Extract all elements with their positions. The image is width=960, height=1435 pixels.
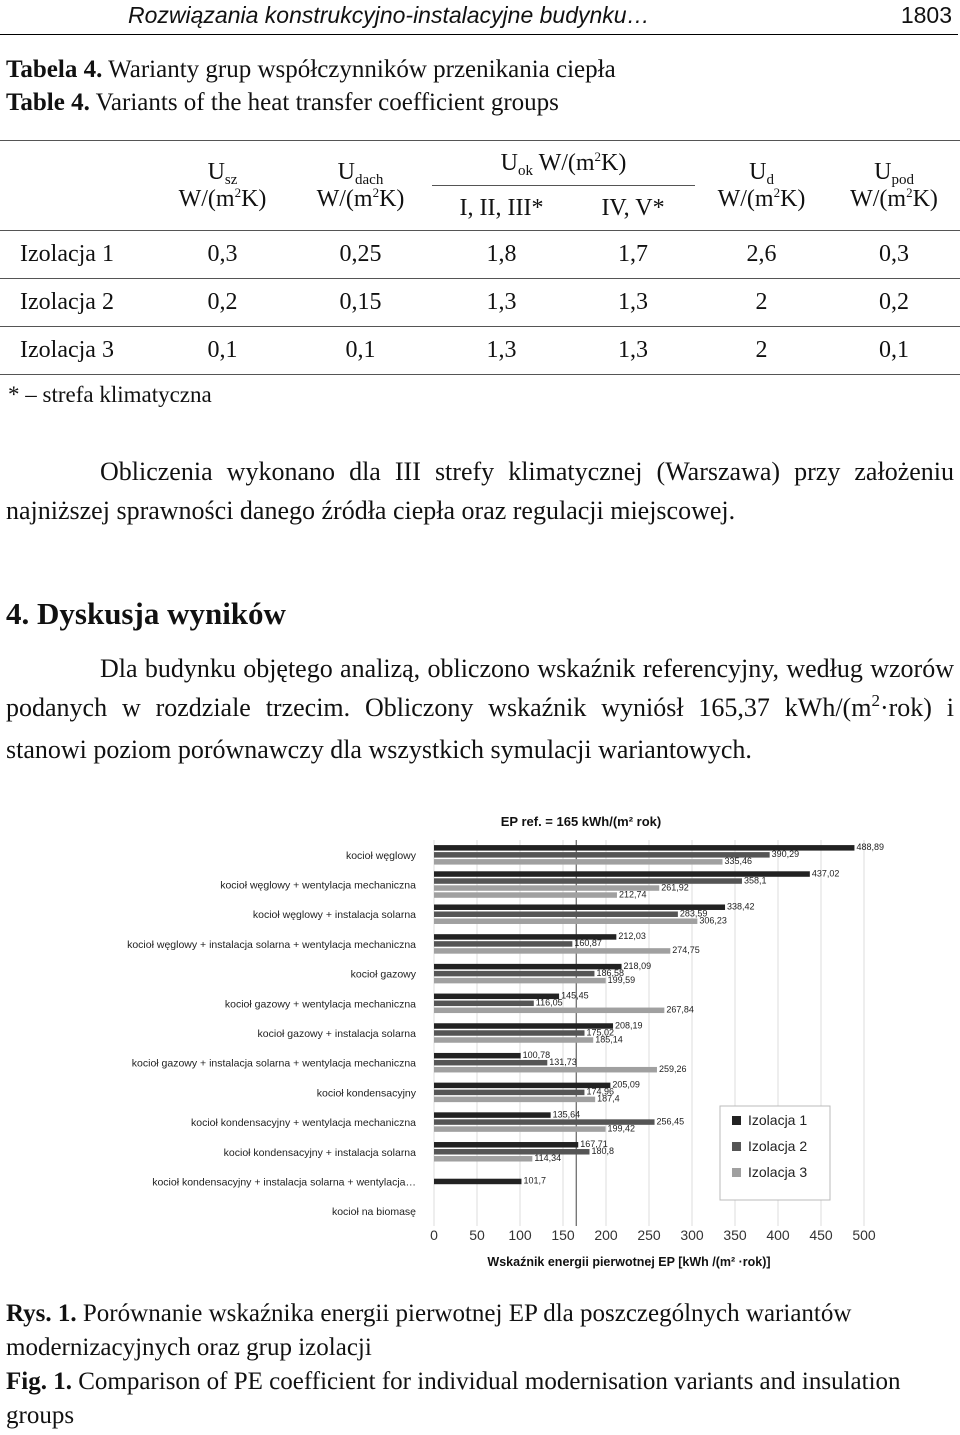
chart-bar-value-label: 390,29 xyxy=(771,849,800,860)
table-caption-pl xyxy=(6,56,616,84)
figure-caption-en: Fig. 1. Comparison of PE coefficient for individual modernisation variants and insulation groups xyxy=(6,1368,901,1429)
chart-bar-value-label: 306,23 xyxy=(699,915,727,926)
figure-caption-pl: Rys. 1. Porównanie wskaźnika energii pierwotnej EP dla poszczególnych wariantów modernizacyjnych oraz grup izolacji xyxy=(6,1300,852,1361)
header-uok: $U_{ok}$ $W/(m^2K)$ xyxy=(432,141,695,186)
chart-x-tick-label: 500 xyxy=(852,1227,876,1243)
chart-x-tick-label: 300 xyxy=(680,1227,704,1243)
chart-bar xyxy=(434,1179,521,1185)
table-row: Izolacja 3 0,1 0,1 1,3 1,3 2 0,1 xyxy=(0,327,960,375)
chart-category-label: kocioł gazowy + wentylacja mechaniczna xyxy=(224,998,416,1011)
chart-bar xyxy=(434,1126,606,1132)
chart-bar-value-label: 274,75 xyxy=(672,945,700,956)
chart-x-axis-label: Wskaźnik energii pierwotnej EP [kWh /(m² ·rok)] xyxy=(487,1255,771,1269)
chart-bar-value-label: 131,73 xyxy=(549,1056,577,1067)
chart-bar-value-label: 256,45 xyxy=(656,1116,685,1127)
chart-bar-value-label: 283,59 xyxy=(679,908,708,919)
chart-bar xyxy=(434,1083,610,1089)
chart-bar-value-label: 199,42 xyxy=(607,1123,636,1134)
chart-bar-value-label: 212,03 xyxy=(618,931,646,942)
chart-bar-value-label: 145,45 xyxy=(561,990,589,1001)
chart-bar-value-label: 212,74 xyxy=(618,889,647,900)
header-udach: $U_{dach}$ $W/(m^2K)$ xyxy=(289,141,432,231)
chart-category-label: kocioł kondensacyjny + instalacja solarna xyxy=(223,1146,416,1159)
chart-legend-swatch xyxy=(732,1168,741,1177)
chart-bar xyxy=(434,1067,657,1073)
chart-x-tick-label: 350 xyxy=(723,1227,747,1243)
chart-bar-value-label: 267,84 xyxy=(666,1004,694,1015)
chart-bar xyxy=(434,1097,595,1103)
chart-bar xyxy=(434,1112,551,1118)
chart-bar-value-label: 335,46 xyxy=(724,856,753,867)
chart-bar-value-label: 261,92 xyxy=(661,882,689,893)
header-uok-zone-4-5: IV, V* xyxy=(601,194,665,221)
chart-bar-value-label: 218,09 xyxy=(623,960,652,971)
chart-bar-value-label: 205,09 xyxy=(612,1079,640,1090)
chart-bar xyxy=(434,852,770,858)
chart-bar-value-label: 186,58 xyxy=(596,967,624,978)
chart-legend-swatch xyxy=(732,1142,741,1151)
ep-bar-chart xyxy=(94,806,884,1286)
chart-bar xyxy=(434,1037,593,1043)
chart-x-tick-label: 100 xyxy=(508,1227,532,1243)
table-row: Izolacja 1 0,3 0,25 1,8 1,7 2,6 0,3 xyxy=(0,231,960,279)
chart-category-label: kocioł na biomasę xyxy=(331,1206,416,1219)
chart-category-label: kocioł gazowy + instalacja solarna xyxy=(257,1028,416,1040)
chart-category-label: kocioł węglowy xyxy=(345,849,416,862)
chart-bar xyxy=(434,1060,547,1066)
chart-bar-value-label: 100,78 xyxy=(522,1049,551,1060)
chart-bar xyxy=(434,971,594,977)
running-header xyxy=(0,0,958,35)
chart-bar xyxy=(434,1053,521,1059)
header-upod: $U_{pod}$ $W/(m^2K)$ xyxy=(828,141,960,231)
chart-bar-value-label: 174,96 xyxy=(586,1086,614,1097)
chart-bar xyxy=(434,878,742,884)
chart-bar xyxy=(434,1156,532,1162)
chart-x-tick-label: 150 xyxy=(551,1227,575,1243)
chart-bar-value-label: 187,4 xyxy=(597,1093,620,1104)
chart-bar xyxy=(434,964,622,970)
page-number: 1803 xyxy=(900,2,952,28)
table-title-pl: Warianty grup współczynników przenikania ciepła xyxy=(108,56,616,83)
chart-bar xyxy=(434,948,670,954)
table-label-en: Table 4. xyxy=(6,89,90,116)
chart-category-label: kocioł węglowy + instalacja solarna xyxy=(252,909,416,922)
chart-bar-value-label: 199,59 xyxy=(607,974,636,985)
chart-x-tick-label: 200 xyxy=(594,1227,618,1243)
chart-bar-value-label: 338,42 xyxy=(727,901,755,912)
chart-bar-value-label: 180,8 xyxy=(591,1146,615,1157)
chart-bar-value-label: 208,19 xyxy=(615,1020,643,1031)
chart-x-tick-label: 50 xyxy=(469,1227,485,1243)
chart-category-label: kocioł węglowy + wentylacja mechaniczna xyxy=(220,879,416,892)
paragraph-discussion: Dla budynku objętego analizą, obliczono wskaźnik referencyjny, według wzorów podanych w rozdziale trzecim. Obliczony wskaźnik wyniósł 165,37 kWh/$(m^2\cdot rok)$ i stanowi poziom porównawczy dla wszystkich symulacji wariantowych. xyxy=(6,654,954,764)
chart-bar-value-label: 488,89 xyxy=(856,842,884,853)
table-label-pl: Tabela 4. xyxy=(6,56,103,83)
chart-legend-label: Izolacja 1 xyxy=(748,1112,808,1128)
chart-title: EP ref. = 165 kWh/(m² rok) xyxy=(500,814,662,829)
chart-x-tick-label: 0 xyxy=(430,1227,438,1243)
chart-bar xyxy=(434,911,678,917)
chart-bar xyxy=(434,1001,534,1007)
chart-bar xyxy=(434,892,617,898)
running-header-title: Rozwiązania konstrukcyjno-instalacyjne budynku… xyxy=(128,2,650,28)
chart-bar-value-label: 259,26 xyxy=(658,1063,687,1074)
chart-bar xyxy=(434,859,722,865)
chart-legend-swatch xyxy=(732,1116,741,1125)
paragraph-calculation: Obliczenia wykonano dla III strefy klimatycznej (Warszawa) przy założeniu najniższej sprawności danego źródła ciepła oraz regulacji miejscowej. xyxy=(6,457,954,525)
chart-category-label: kocioł węglowy + instalacja solarna + wentylacja mechaniczna xyxy=(127,938,416,951)
chart-bar-value-label: 101,7 xyxy=(523,1175,546,1186)
chart-category-label: kocioł gazowy + instalacja solarna + wentylacja mechaniczna xyxy=(131,1057,416,1070)
chart-category-label: kocioł kondensacyjny + wentylacja mechaniczna xyxy=(191,1117,416,1130)
chart-x-tick-label: 250 xyxy=(637,1227,661,1243)
chart-bar xyxy=(434,1090,584,1096)
chart-bar-value-label: 437,02 xyxy=(811,868,840,879)
chart-category-label: kocioł kondensacyjny + instalacja solarna + wentylacja… xyxy=(152,1176,416,1189)
table-row: Izolacja 2 0,2 0,15 1,3 1,3 2 0,2 xyxy=(0,279,960,327)
chart-x-tick-label: 450 xyxy=(809,1227,833,1243)
table-title-en: Variants of the heat transfer coefficient groups xyxy=(95,89,559,116)
chart-bar-value-label: 167,71 xyxy=(580,1139,608,1150)
chart-bar-value-label: 135,64 xyxy=(552,1109,581,1120)
table-footnote: * – strefa klimatyczna xyxy=(8,382,212,407)
table-caption-en xyxy=(6,89,559,117)
section-heading: 4. Dyskusja wyników xyxy=(6,596,286,631)
chart-bar-value-label: 116,05 xyxy=(535,997,563,1008)
chart-bar-value-label: 185,14 xyxy=(595,1034,623,1045)
chart-category-label: kocioł kondensacyjny xyxy=(316,1087,416,1100)
chart-legend-label: Izolacja 2 xyxy=(748,1138,808,1154)
header-uok-zone-1-3: I, II, III* xyxy=(459,194,544,221)
header-usz: $U_{sz}$ $W/(m^2K)$ xyxy=(156,141,289,231)
chart-bar-value-label: 114,34 xyxy=(534,1153,562,1164)
chart-bar-value-label: 160,87 xyxy=(574,938,602,949)
chart-bar xyxy=(434,1142,578,1148)
chart-bar-value-label: 175,02 xyxy=(586,1027,615,1038)
chart-bar xyxy=(434,918,697,924)
chart-bar-value-label: 358,1 xyxy=(743,875,767,886)
chart-legend-label: Izolacja 3 xyxy=(748,1164,808,1180)
ep-chart-svg xyxy=(94,806,884,1286)
chart-category-label: kocioł gazowy xyxy=(350,968,416,981)
chart-bar xyxy=(434,978,606,984)
chart-bar xyxy=(434,941,572,947)
chart-bar xyxy=(434,1008,664,1014)
coefficient-table xyxy=(0,140,960,375)
chart-bar xyxy=(434,1149,589,1155)
chart-bar xyxy=(434,1030,585,1036)
chart-x-tick-label: 400 xyxy=(766,1227,790,1243)
header-ud: $U_d$ $W/(m^2K)$ xyxy=(695,141,828,231)
